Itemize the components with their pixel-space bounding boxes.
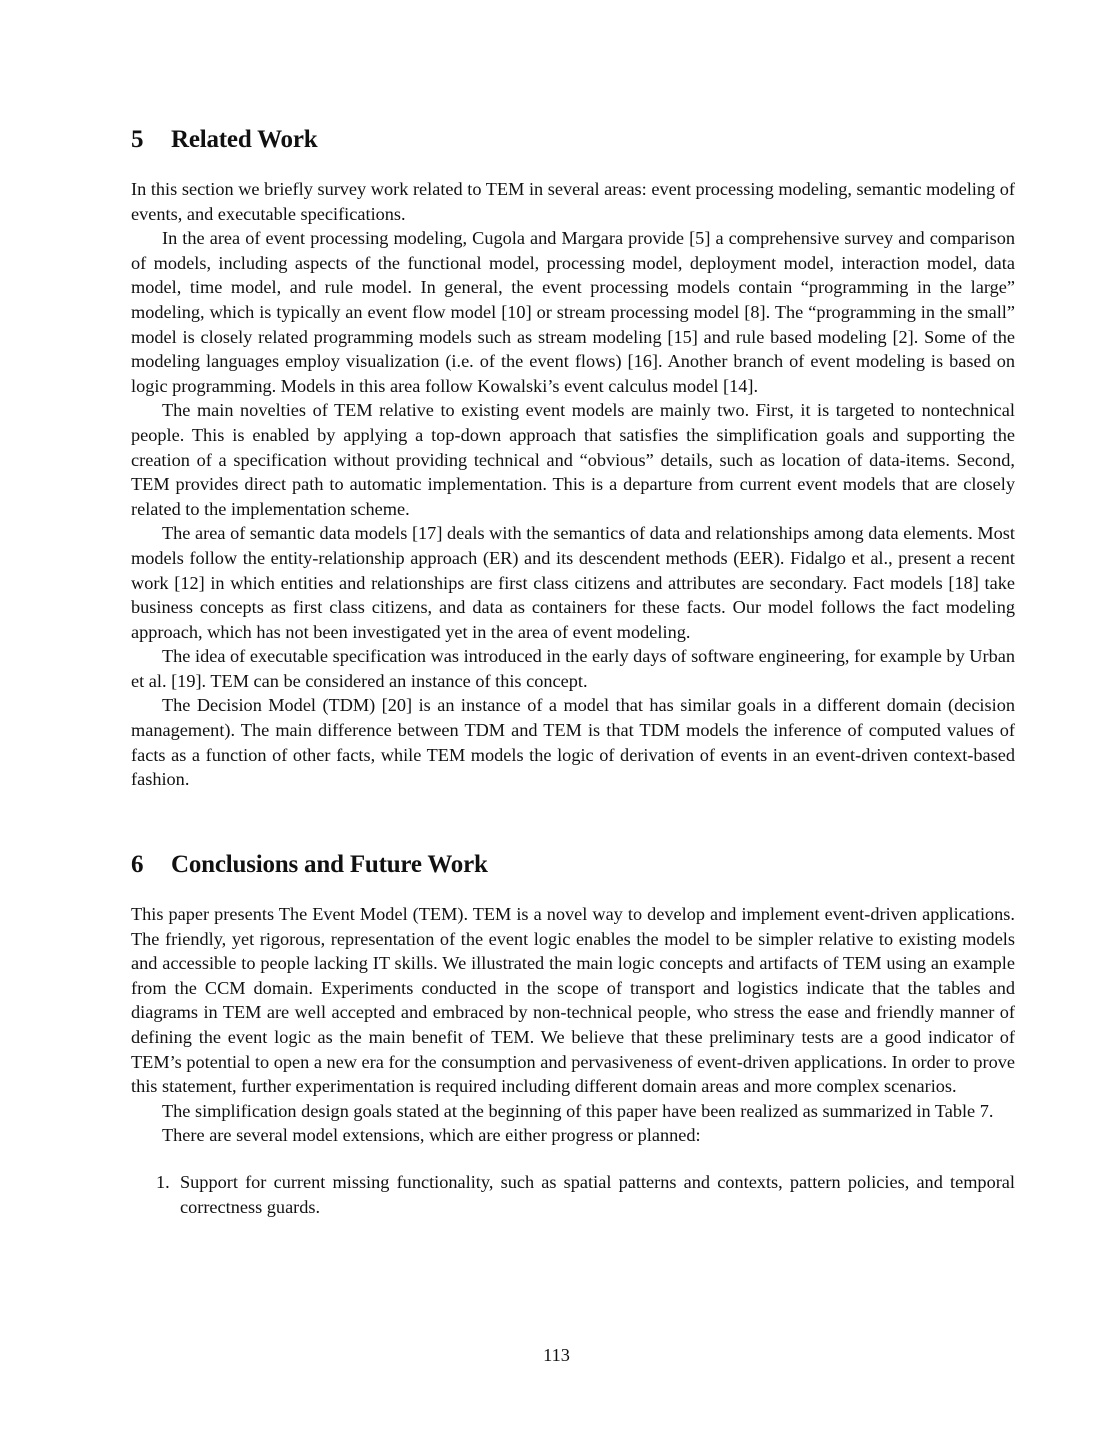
section-6-body	[131, 902, 1015, 1219]
paragraph: In this section we briefly survey work related to TEM in several areas: event processing modeling, semantic modeling of events, and executable specifications.	[131, 179, 1015, 224]
extensions-list	[131, 1170, 1015, 1219]
paragraph: There are several model extensions, which are either progress or planned:	[162, 1125, 701, 1146]
paragraph: The area of semantic data models [17] deals with the semantics of data and relationships among data elements. Most models follow the entity-relationship approach (ER) and its descendent methods (EER). Fidalgo et al., present a recent work [12] in which entities and relationships are first class citizens and attributes are secondary. Fact models [18] take business concepts as first class citizens, and data as containers for these facts. Our model follows the fact modeling approach, which has not been investigated yet in the area of event modeling.	[131, 523, 1015, 642]
paragraph: In the area of event processing modeling, Cugola and Margara provide [5] a comprehensive survey and comparison of models, including aspects of the functional model, processing model, deployment model, interaction model, data model, time model, and rule model. In general, the event processing models contain “programming in the large” modeling, which is typically an event flow model [10] or stream processing model [8]. The “programming in the small” model is closely related programming models such as stream modeling [15] and rule based modeling [2]. Some of the modeling languages employ visualization (i.e. of the event flows) [16]. Another branch of event modeling is based on logic programming. Models in this area follow Kowalski’s event calculus model [14].	[131, 228, 1015, 396]
section-6-heading: 6 Conclusions and Future Work	[131, 851, 488, 878]
paragraph: This paper presents The Event Model (TEM). TEM is a novel way to develop and implement event-driven applications. The friendly, yet rigorous, representation of the event logic enables the model to be simpler relative to existing models and accessible to people lacking IT skills. We illustrated the main logic concepts and artifacts of TEM using an example from the CCM domain. Experiments conducted in the scope of transport and logistics indicate that the tables and diagrams in TEM are well accepted and embraced by non-technical people, who stress the ease and friendly manner of defining the event logic as the main benefit of TEM. We believe that these preliminary tests are a good indicator of TEM’s potential to open a new era for the consumption and pervasiveness of event-driven applications. In order to prove this statement, further experimentation is required including different domain areas and more complex scenarios.	[131, 904, 1015, 1097]
paragraph: The Decision Model (TDM) [20] is an instance of a model that has similar goals in a different domain (decision management). The main difference between TDM and TEM is that TDM models the inference of computed values of facts as a function of other facts, while TEM models the logic of derivation of events in an event-driven context-based fashion.	[131, 695, 1015, 790]
list-item: 1. Support for current missing functionality, such as spatial patterns and contexts, pattern policies, and temporal correctness guards.	[156, 1171, 1015, 1217]
section-5-body	[131, 177, 1015, 792]
paragraph: The idea of executable specification was introduced in the early days of software engineering, for example by Urban et al. [19]. TEM can be considered an instance of this concept.	[131, 646, 1015, 691]
paragraph: The main novelties of TEM relative to existing event models are mainly two. First, it is targeted to nontechnical people. This is enabled by applying a top-down approach that satisfies the simplification goals and supporting the creation of a specification without providing technical and “obvious” details, such as location of data-items. Second, TEM provides direct path to automatic implementation. This is a departure from current event models that are closely related to the implementation scheme.	[131, 400, 1015, 519]
paragraph: The simplification design goals stated at the beginning of this paper have been realized as summarized in Table 7.	[162, 1100, 994, 1121]
section-5-heading: 5 Related Work	[131, 126, 318, 153]
page-number: 113	[543, 1345, 570, 1365]
